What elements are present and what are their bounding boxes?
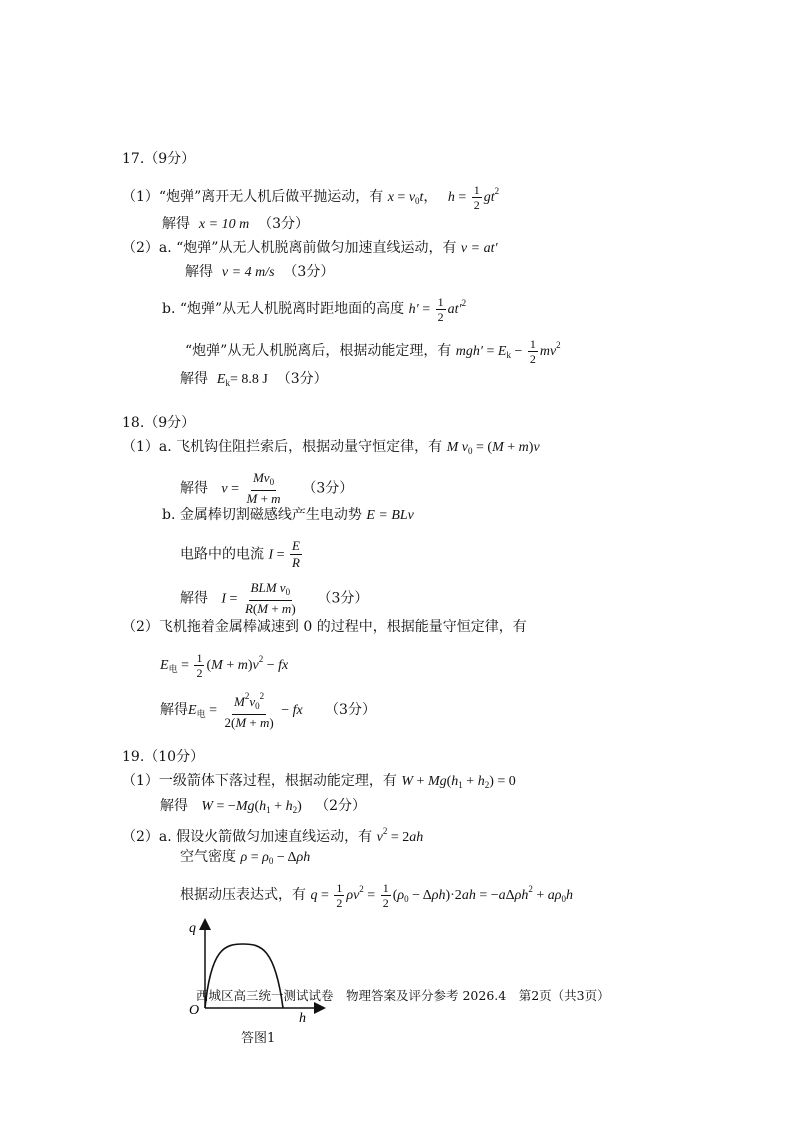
q19-graph: [185, 918, 335, 1028]
q17-part2b-line: b. “炮弹”从无人机脱离时距地面的高度 h′ = $\frac{1}{2}$ $at'^2$: [162, 294, 467, 324]
q17-p1-result-value: x = 10 m: [198, 217, 250, 232]
q18-p2-score: （3分）: [325, 702, 376, 718]
q19-part1-line: （1）一级箭体下落过程，根据动能定理，有 $W + Mg(h_1 + h_2) = 0$: [122, 773, 516, 790]
q18-part2-result: 解得$E_电$ = $\frac{M^2v_0^2}{2(M + m)}$ − fx （3分）: [160, 688, 376, 732]
q17-part2a-line: [122, 239, 498, 258]
q18-p1a-score: （3分）: [302, 480, 354, 497]
q18-p1b-result-prefix: 解得: [180, 590, 208, 607]
q17-p2a-score: （3分）: [283, 264, 335, 280]
q19-part1-result: 解得 $W = -Mg(h_1 + h_2)$ （2分）: [160, 798, 367, 815]
q19-density-line: 空气密度 $\rho = \rho_0 - \Delta\rho h$: [180, 849, 311, 866]
q18-p1b-current-label: 电路中的电流: [180, 546, 264, 563]
q17-part2b-result: 解得 $E_k= 8.8$ J （3分）: [180, 371, 328, 388]
q18-part1b-result: 解得 I = $\frac{BLM v_0}{R(M + m)}$ （3分）: [180, 580, 369, 616]
q19-part2a-line: （2）a. 假设火箭做匀加速直线运动，有 $v^2 = 2ah$: [122, 826, 424, 845]
q18-heading: 18.（9分）: [122, 415, 196, 431]
q17-p1-result-prefix: 解得: [162, 216, 190, 232]
q17-p2a-result-prefix: 解得: [185, 264, 213, 280]
q18-p2-result-prefix: 解得: [160, 702, 188, 718]
origin-label: O: [189, 1003, 200, 1018]
q17-p2a-eq: v = at′: [460, 241, 498, 256]
q18-part2-eq: $E_电$ = $\frac{1}{2}$ $(M + m)v^2$ − fx: [160, 650, 289, 680]
axis-h-label: h: [299, 1011, 306, 1026]
q19-heading: 19.（10分）: [122, 749, 205, 765]
q17-part1-intro: （1）“炮弹”离开无人机后做平抛运动，有: [122, 189, 384, 205]
q17-p2a-intro: （2）a. “炮弹”从无人机脱离前做匀加速直线运动，有: [122, 240, 457, 256]
q17-part2b-energy-line: “炮弹”从无人机脱离后，根据动能定理，有 $mgh' = E_k$ − $\frac{1}{2}$ $mv^2$: [185, 336, 561, 366]
page-footer: 西城区高三统一测试试卷 物理答案及评分参考 2026.4 第2页（共3页）: [196, 988, 610, 1003]
q18-p1b-intro: b. 金属棒切割磁感线产生电动势: [162, 507, 362, 523]
q19-p1-score: （2分）: [315, 798, 367, 814]
q18-p1b-eq: E = BLv: [366, 508, 414, 523]
q17-p2b-result-prefix: 解得: [180, 371, 208, 387]
q19-p2a-intro: （2）a. 假设火箭做匀加速直线运动，有: [122, 829, 373, 845]
q18-p1a-intro: （1）a. 飞机钩住阻拦索后，根据动量守恒定律，有: [122, 439, 443, 455]
q17-p2b-result-value: = 8.8 J: [229, 372, 268, 387]
q18-part1b-current-line: 电路中的电流 I = $\frac{E}{R}$: [180, 538, 300, 570]
q19-p1-result-prefix: 解得: [160, 798, 188, 814]
q18-p2-intro: （2）飞机拖着金属棒减速到 0 的过程中，根据能量守恒定律，有: [122, 619, 527, 635]
q17-p2b-score: （3分）: [276, 371, 328, 387]
q17-eq-x: x: [387, 190, 394, 205]
q17-p2a-result-value: v = 4 m/s: [221, 265, 275, 280]
q17-p2b-text2: “炮弹”从无人机脱离后，根据动能定理，有: [185, 343, 452, 359]
q17-p1-score: （3分）: [258, 216, 310, 232]
q17-frac-half: $\frac{1}{2}$: [473, 182, 480, 212]
q17-p2b-intro: b. “炮弹”从无人机脱离时距地面的高度: [162, 301, 405, 317]
q17-part2a-result: [185, 263, 334, 282]
q18-part2-line: [122, 618, 527, 636]
q18-part1a-line: （1）a. 飞机钩住阻拦索后，根据动量守恒定律，有 M $v_0 = (M + m)v$: [122, 439, 540, 456]
q17-part1-result: [162, 215, 309, 234]
q18-part1a-result: 解得 v = $\frac{Mv_0}{M + m}$ （3分）: [180, 470, 354, 506]
q19-dyn-label: 根据动压表达式，有: [180, 887, 306, 903]
axis-q-label: q: [189, 921, 196, 936]
q18-part1b-line: [162, 506, 414, 525]
q18-p1a-result-prefix: 解得: [180, 480, 208, 497]
q18-p1b-score: （3分）: [317, 590, 369, 607]
q19-density-label: 空气密度: [180, 849, 236, 865]
q19-graph-caption: 答图1: [241, 1031, 276, 1046]
q17-heading: 17.（9分）: [122, 151, 196, 167]
q17-part1-line: （1）“炮弹”离开无人机后做平抛运动，有 $x = v_0t$， h = $\frac{1}{2}$ $gt^2$: [122, 182, 500, 212]
q19-p1-intro: （1）一级箭体下落过程，根据动能定理，有: [122, 773, 397, 789]
q19-dynamic-pressure-line: 根据动压表达式，有 q = $\frac{1}{2}$ $\rho v^2$ = $\frac{1}{2}$ $(\rho_0 - \Delta\rho h)\cdot 2ah = -a\Delta\rho h^2 + a\rho_0h$: [180, 880, 573, 910]
